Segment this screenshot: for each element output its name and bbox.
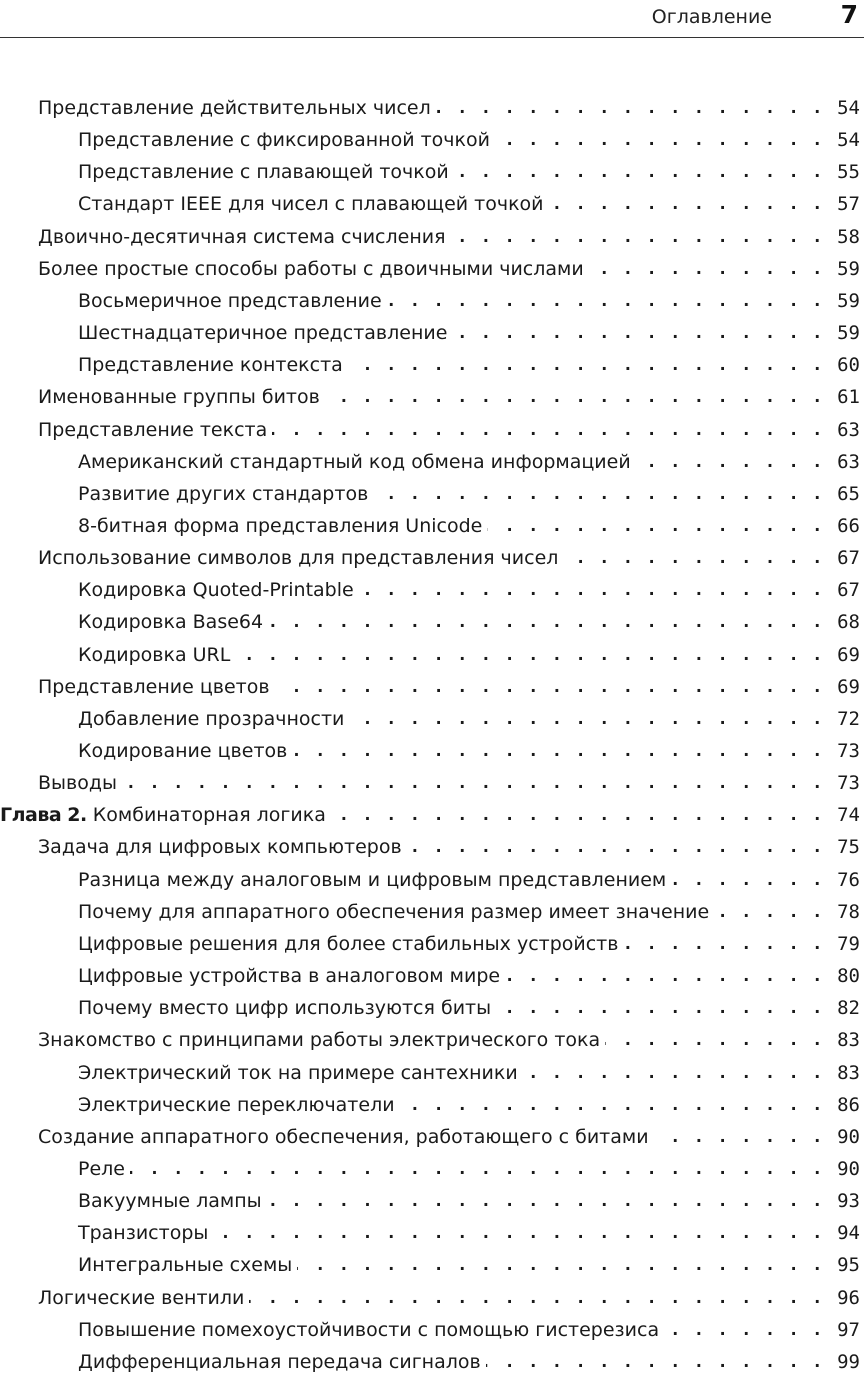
toc-entry-title-text: Кодировка Quoted-Printable bbox=[78, 579, 354, 602]
toc-entry-title bbox=[78, 478, 373, 510]
toc-entry-page: 68 bbox=[837, 611, 860, 634]
toc-entry-title-text: Цифровые решения для более стабильных устройств bbox=[78, 932, 619, 955]
dot-leader bbox=[325, 381, 824, 413]
toc-entry[interactable] bbox=[0, 1185, 860, 1217]
toc-entry-title-text: Двоично-десятичная система счисления bbox=[38, 225, 446, 248]
toc-entry-page: 58 bbox=[837, 225, 860, 248]
toc-entry-title bbox=[78, 928, 623, 960]
toc-entry[interactable] bbox=[0, 446, 860, 478]
toc-entry-title bbox=[38, 414, 272, 446]
toc-entry-title-text: Электрические переключатели bbox=[78, 1093, 395, 1116]
toc-entry-title bbox=[78, 1346, 486, 1378]
toc-entry[interactable] bbox=[0, 1057, 860, 1089]
toc-entry-title-text: Американский стандартный код обмена информацией bbox=[78, 450, 631, 473]
toc-entry[interactable] bbox=[0, 1089, 860, 1121]
toc-entry-title-text: Разница между аналоговым и цифровым представлением bbox=[78, 868, 667, 891]
header-rule bbox=[0, 37, 864, 38]
dot-leader bbox=[496, 992, 824, 1024]
toc-entry-page: 63 bbox=[837, 418, 860, 441]
toc-entry-page: 80 bbox=[837, 965, 860, 988]
toc-entry-title bbox=[78, 639, 235, 671]
toc-entry-title bbox=[38, 1121, 654, 1153]
toc-entry[interactable] bbox=[0, 992, 860, 1024]
toc-entry-title-text: Создание аппаратного обеспечения, работающего с битами bbox=[38, 1125, 649, 1148]
dot-leader bbox=[605, 1024, 824, 1056]
toc-entry-page: 69 bbox=[837, 643, 860, 666]
toc-entry-page: 54 bbox=[837, 97, 860, 119]
toc-entry-title-text: Повышение помехоустойчивости с помощью гистерезиса bbox=[78, 1318, 660, 1341]
toc-entry[interactable] bbox=[0, 1249, 860, 1281]
toc-entry-title-text: Выводы bbox=[38, 772, 117, 795]
toc-entry[interactable] bbox=[0, 1217, 860, 1249]
toc-chapter-entry[interactable] bbox=[0, 799, 860, 831]
dot-leader bbox=[714, 896, 824, 928]
toc-entry[interactable] bbox=[0, 896, 860, 928]
toc-entry-title bbox=[78, 1217, 213, 1249]
toc-entry-page: 83 bbox=[837, 1029, 860, 1052]
toc-entry[interactable] bbox=[0, 1346, 860, 1378]
toc-entry-title-text: Восьмеричное представление bbox=[78, 289, 382, 312]
toc-entry[interactable] bbox=[0, 285, 860, 317]
toc-entry-page: 59 bbox=[837, 289, 860, 312]
toc-entry-page: 82 bbox=[837, 997, 860, 1020]
dot-leader bbox=[623, 928, 824, 960]
toc-entry-page: 55 bbox=[837, 161, 860, 184]
running-header bbox=[0, 0, 864, 38]
toc-entry-title-text: 8-битная форма представления Unicode bbox=[78, 514, 483, 537]
dot-leader bbox=[272, 414, 824, 446]
toc-entry-title-text: Добавление прозрачности bbox=[78, 707, 345, 730]
dot-leader bbox=[487, 510, 824, 542]
dot-leader bbox=[349, 703, 824, 735]
toc-entry[interactable] bbox=[0, 671, 860, 703]
toc-entry-title-text: Шестнадцатеричное представление bbox=[78, 322, 448, 345]
toc-entry-title-text: Представление действительных чисел bbox=[38, 97, 431, 119]
toc-entry-title bbox=[78, 349, 348, 381]
toc-entry-title-text: Использование символов для представления чисел bbox=[38, 547, 559, 570]
dot-leader bbox=[359, 574, 824, 606]
toc-entry[interactable] bbox=[0, 831, 860, 863]
toc-entry-page: 97 bbox=[837, 1318, 860, 1341]
running-header-title: Оглавление bbox=[651, 6, 772, 28]
dot-leader bbox=[348, 349, 824, 381]
dot-leader bbox=[387, 285, 824, 317]
dot-leader bbox=[451, 221, 824, 253]
toc-entry-title bbox=[38, 1282, 249, 1314]
toc-entry[interactable] bbox=[0, 1121, 860, 1153]
toc-entry-page: 83 bbox=[837, 1061, 860, 1084]
dot-leader bbox=[122, 767, 824, 799]
dot-leader bbox=[292, 735, 824, 767]
dot-leader bbox=[505, 960, 824, 992]
page-number: 7 bbox=[840, 0, 858, 29]
toc-entry[interactable] bbox=[0, 542, 860, 574]
toc-entry-title bbox=[78, 156, 454, 188]
toc-entry[interactable] bbox=[0, 864, 860, 896]
toc-entry[interactable] bbox=[0, 221, 860, 253]
toc-entry[interactable] bbox=[0, 92, 860, 124]
toc-entry-page: 78 bbox=[837, 900, 860, 923]
toc-entry-page: 61 bbox=[837, 386, 860, 409]
toc-entry[interactable] bbox=[0, 639, 860, 671]
toc-entry-title bbox=[38, 767, 122, 799]
chapter-label: Глава 2. bbox=[0, 804, 87, 827]
toc-entry-page: 67 bbox=[837, 547, 860, 570]
toc-entry-title bbox=[0, 799, 331, 831]
toc-entry-title-text: Почему для аппаратного обеспечения размер имеет значение bbox=[78, 900, 710, 923]
toc-entry-page: 96 bbox=[837, 1286, 860, 1309]
toc-entry[interactable] bbox=[0, 574, 860, 606]
toc-entry[interactable] bbox=[0, 317, 860, 349]
toc-entry[interactable] bbox=[0, 1282, 860, 1314]
toc-entry-title bbox=[78, 864, 671, 896]
toc-entry[interactable] bbox=[0, 606, 860, 638]
toc-entry-page: 93 bbox=[837, 1190, 860, 1213]
toc-entry-page: 59 bbox=[837, 322, 860, 345]
toc-entry-page: 90 bbox=[837, 1157, 860, 1180]
toc-entry-page: 95 bbox=[837, 1254, 860, 1277]
toc-entry-title bbox=[78, 317, 452, 349]
toc-entry[interactable] bbox=[0, 510, 860, 542]
toc-entry-page: 72 bbox=[837, 707, 860, 730]
toc-entry-title-text: Реле bbox=[78, 1157, 125, 1180]
toc-entry-title bbox=[78, 992, 496, 1024]
toc-entry-page: 94 bbox=[837, 1222, 860, 1245]
toc-entry-title bbox=[78, 1153, 130, 1185]
toc-entry-title-text: Кодировка Base64 bbox=[78, 611, 264, 634]
toc-entry-title bbox=[38, 831, 407, 863]
toc-entry-title bbox=[78, 124, 495, 156]
toc-entry-title bbox=[38, 671, 275, 703]
toc-entry-page: 65 bbox=[837, 482, 860, 505]
toc-entry[interactable] bbox=[0, 188, 860, 220]
dot-leader bbox=[400, 1089, 824, 1121]
toc-entry-title-text: Представление текста bbox=[38, 418, 268, 441]
toc-entry-page: 86 bbox=[837, 1093, 860, 1116]
toc-entry-title bbox=[78, 896, 714, 928]
toc-entry-page: 66 bbox=[837, 514, 860, 537]
toc-entry-title bbox=[78, 606, 268, 638]
toc-entry-title-text: Представление цветов bbox=[38, 675, 270, 698]
toc-entry-title-text: Более простые способы работы с двоичными числами bbox=[38, 257, 584, 280]
dot-leader bbox=[454, 156, 824, 188]
toc-entry-title bbox=[78, 735, 292, 767]
toc-entry-title bbox=[78, 188, 549, 220]
toc-entry-page: 75 bbox=[837, 836, 860, 859]
toc-entry-title-text: Задача для цифровых компьютеров bbox=[38, 836, 402, 859]
toc-entry-title bbox=[38, 381, 325, 413]
toc-entry[interactable] bbox=[0, 767, 860, 799]
toc-entry-page: 69 bbox=[837, 675, 860, 698]
toc-entry-page: 57 bbox=[837, 193, 860, 216]
dot-leader bbox=[235, 639, 824, 671]
toc-entry-page: 59 bbox=[837, 257, 860, 280]
toc-entry[interactable] bbox=[0, 703, 860, 735]
dot-leader bbox=[407, 831, 824, 863]
toc-entry-title bbox=[38, 221, 451, 253]
dot-leader bbox=[589, 253, 824, 285]
toc-entry[interactable] bbox=[0, 1314, 860, 1346]
toc-entry-title-text: Цифровые устройства в аналоговом мире bbox=[78, 965, 501, 988]
dot-leader bbox=[275, 671, 824, 703]
toc-entry-title-text: Развитие других стандартов bbox=[78, 482, 369, 505]
toc-entry[interactable] bbox=[0, 735, 860, 767]
toc-entry[interactable] bbox=[0, 960, 860, 992]
toc-entry[interactable] bbox=[0, 414, 860, 446]
toc-entry-title bbox=[78, 1185, 267, 1217]
dot-leader bbox=[636, 446, 824, 478]
dot-leader bbox=[297, 1249, 824, 1281]
toc-entry-title-text: Стандарт IEEE для чисел с плавающей точкой bbox=[78, 193, 544, 216]
dot-leader bbox=[213, 1217, 824, 1249]
toc-entry-title-text: Электрический ток на примере сантехники bbox=[78, 1061, 518, 1084]
dot-leader bbox=[523, 1057, 824, 1089]
toc-entry-title-text: Комбинаторная логика bbox=[92, 804, 326, 827]
toc-entry-page: 67 bbox=[837, 579, 860, 602]
toc-entry-title-text: Представление с фиксированной точкой bbox=[78, 129, 490, 152]
dot-leader bbox=[664, 1314, 824, 1346]
toc-entry-title-text: Именованные группы битов bbox=[38, 386, 320, 409]
toc-entry[interactable] bbox=[0, 349, 860, 381]
toc-entry-title bbox=[78, 574, 359, 606]
toc-entry-title bbox=[38, 253, 589, 285]
toc-entry-title bbox=[78, 1314, 664, 1346]
toc-entry-title bbox=[78, 1057, 523, 1089]
toc-entry-title bbox=[38, 92, 436, 124]
toc-entry-page: 63 bbox=[837, 450, 860, 473]
toc-entry[interactable] bbox=[0, 381, 860, 413]
toc-entry-page: 79 bbox=[837, 932, 860, 955]
dot-leader bbox=[486, 1346, 824, 1378]
toc-entry-page: 99 bbox=[837, 1350, 860, 1373]
toc-entry-title-text: Логические вентили bbox=[38, 1286, 245, 1309]
toc-entry-title-text: Вакуумные лампы bbox=[78, 1190, 262, 1213]
toc-entry[interactable] bbox=[0, 478, 860, 510]
dot-leader bbox=[373, 478, 824, 510]
dot-leader bbox=[549, 188, 824, 220]
toc-entry-title bbox=[78, 1249, 297, 1281]
toc-entry-title-text: Почему вместо цифр используются биты bbox=[78, 997, 492, 1020]
toc-entry-title bbox=[38, 542, 563, 574]
toc-entry-title bbox=[78, 446, 636, 478]
toc-entry-title bbox=[78, 1089, 400, 1121]
toc-entry[interactable] bbox=[0, 1024, 860, 1056]
toc-entry-page: 60 bbox=[837, 354, 860, 377]
toc-entry-title bbox=[78, 285, 387, 317]
dot-leader bbox=[436, 92, 824, 124]
toc-entry-page: 90 bbox=[837, 1125, 860, 1148]
toc-entry-page: 74 bbox=[837, 804, 860, 827]
toc-entry[interactable] bbox=[0, 1153, 860, 1185]
dot-leader bbox=[249, 1282, 824, 1314]
dot-leader bbox=[563, 542, 824, 574]
toc-entry-title bbox=[78, 510, 487, 542]
dot-leader bbox=[267, 1185, 824, 1217]
toc-entry-title-text: Кодировка URL bbox=[78, 643, 231, 666]
toc-entry-title bbox=[78, 960, 505, 992]
dot-leader bbox=[130, 1153, 824, 1185]
dot-leader bbox=[452, 317, 824, 349]
toc-entry-title bbox=[38, 1024, 605, 1056]
toc-entry[interactable] bbox=[0, 156, 860, 188]
dot-leader bbox=[654, 1121, 824, 1153]
toc-entry-title-text: Кодирование цветов bbox=[78, 740, 288, 762]
dot-leader bbox=[268, 606, 824, 638]
toc-entry-title-text: Дифференциальная передача сигналов bbox=[78, 1350, 481, 1373]
toc-entry-title-text: Знакомство с принципами работы электрического тока bbox=[38, 1029, 601, 1052]
dot-leader bbox=[331, 799, 824, 831]
toc-entry[interactable] bbox=[0, 124, 860, 156]
dot-leader bbox=[495, 124, 824, 156]
toc-entry-page: 73 bbox=[837, 772, 860, 795]
toc-entry-page: 73 bbox=[837, 740, 860, 762]
toc-entry-page: 54 bbox=[837, 129, 860, 152]
toc-entry-title-text: Представление контекста bbox=[78, 354, 343, 377]
toc-entry[interactable] bbox=[0, 928, 860, 960]
dot-leader bbox=[671, 864, 824, 896]
toc-entry-title bbox=[78, 703, 349, 735]
toc-entry-title-text: Представление с плавающей точкой bbox=[78, 161, 449, 184]
toc-entry-page: 76 bbox=[837, 868, 860, 891]
toc-entry[interactable] bbox=[0, 253, 860, 285]
toc-entry-title-text: Интегральные схемы bbox=[78, 1254, 293, 1277]
toc-entry-title-text: Транзисторы bbox=[78, 1222, 209, 1245]
